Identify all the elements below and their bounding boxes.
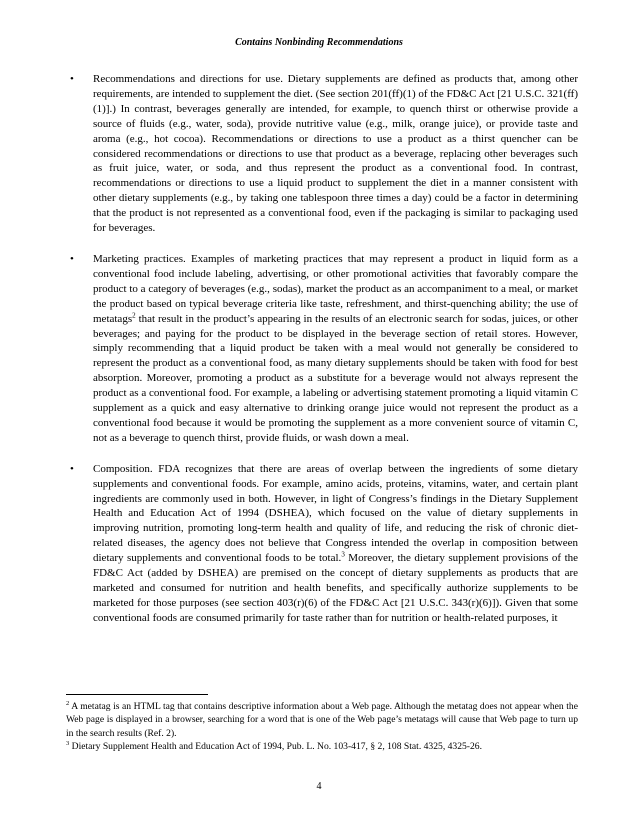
bullet-text-part: Composition. FDA recognizes that there are areas of overlap between the ingredients of some dietary supplements and conventional foods. For example, amino acids, proteins, vitamins, water, and certain plant ingredients are commonly used in both. However, in light of Congress’s findings in the Dietary Supplement Health and Education Act of 1994 (DSHEA), which focused on the value of dietary supplements in improving nutrition, promoting long-term health and quality of life, and reducing the risk of chronic diet-related diseases, the agency does not believe that Congress intended the overlap in composition between dietary supplements and conventional foods to be total. — [93, 462, 578, 565]
bullet-icon: • — [70, 252, 74, 265]
bullet-text: Recommendations and directions for use. Dietary supplements are defined as products that, among other requirements, are intended to supplement the diet. (See section 201(ff)(1) of the FD&C Act [21 U.S.C. 321(ff)(1)].) In contrast, beverages generally are intended, for example, to quench thirst or otherwise provide a source of fluids (e.g., water, soda), provide nutritive value (e.g., milk, orange juice), or provide taste and aroma (e.g., hot cocoa). Recommendations or directions to use a product as a thirst quencher can be considered recommendations or directions to use that product as a beverage, replacing other beverages such as fruit juice, water, or soda, and thus represent the product as a conventional food. In contrast, recommendations or directions to use a liquid product to supplement the diet in a manner consistent with other dietary supplements (e.g., by taking one tablespoon three times a day) could be a factor in determining that the product is not represented as a conventional food, even if the packaging is similar to packaging used for beverages. — [93, 73, 579, 235]
footnote-text: Dietary Supplement Health and Education Act of 1994, Pub. L. No. 103-417, § 2, 108 Stat. 4325, 4325-26. — [69, 741, 482, 753]
footnote-number: 2 — [66, 699, 70, 707]
footnote-divider — [66, 694, 208, 695]
footnote-3 — [66, 740, 578, 753]
bullet-icon: • — [70, 462, 74, 475]
bullet-text-part: Marketing practices. Examples of marketing practices that may represent a product in liquid form as a conventional food include labeling, advertising, or other promotional activities that favorably compare the product to a category of beverages (e.g., sodas), market the product as an accompaniment to a meal, or market the product based on typical beverage criteria like taste, refreshment, and thirst-quenching ability; the use of metatags — [93, 252, 578, 325]
bullet-item-recommendations — [66, 72, 578, 236]
footnotes — [66, 700, 578, 754]
footnote-text: A metatag is an HTML tag that contains descriptive information about a Web page. Although the metatag does not appear when the Web page is displayed in a browser, searching for a word that is one of the Web page’s metatags will cause that Web page to turn up in the search results (Ref. 2). — [66, 701, 578, 739]
bullet-item-composition — [66, 462, 578, 626]
footnote-number: 3 — [66, 740, 70, 748]
footnote-ref: 3 — [341, 550, 345, 559]
bullet-text — [93, 462, 578, 626]
footnote-2 — [66, 700, 578, 740]
bullet-item-marketing-practices — [66, 252, 578, 446]
footnote-ref: 2 — [132, 310, 136, 319]
bullet-icon: • — [70, 73, 74, 85]
page-number: 4 — [316, 781, 322, 792]
bullet-text-part: that result in the product’s appearing in the results of an electronic search for sodas, juices, or other beverages; and paying for the product to be displayed in the beverage section of retail stores. However, simply recommending that a liquid product be taken with a meal would not generally be considered to represent the product as a conventional food, as many dietary supplements should be taken with food for best absorption. Moreover, promoting a product as a substitute for a beverage would not always represent the product as a conventional food. For example, a labeling or advertising statement promoting a liquid vitamin C supplement as a quick and easy alternative to drinking orange juice would not represent the product as a conventional food because it would be promoting the supplement as a more convenient source of vitamin C, not as a beverage to quench thirst, provide fluids, or wash down a meal. — [93, 312, 578, 444]
document-body — [66, 72, 578, 642]
bullet-text-part: Moreover, the dietary supplement provisions of the FD&C Act (added by DSHEA) are premised on the concept of dietary supplements as products that are marketed and consumed for nutrition and health benefits, and specifically authorize supplements to be marketed for those purposes (see section 403(r)(6) of the FD&C Act [21 U.S.C. 343(r)(6)]). Given that some conventional foods are consumed primarily for taste rather than for nutrition or health-related purposes, it — [93, 552, 579, 624]
page-header: Contains Nonbinding Recommendations — [235, 37, 403, 48]
bullet-text — [93, 252, 578, 446]
